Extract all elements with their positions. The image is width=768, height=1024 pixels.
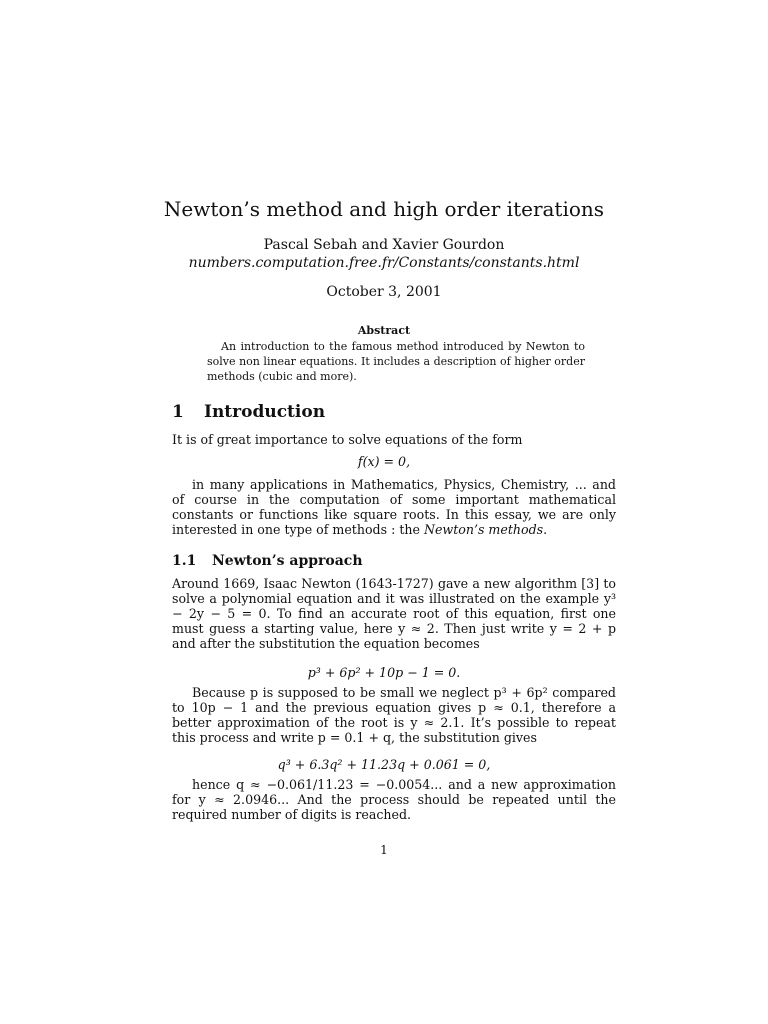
newton-paragraph-2: Because p is supposed to be small we neglect p³ + 6p² compared to 10p − 1 and the previous equation gives p ≈ 0.1, therefore a better approximation of the root is y ≈ 2.1. It’s possible to repeat this process and write p = 0.1 + q, the substitution gives: [172, 685, 616, 745]
paper-date: October 3, 2001: [326, 284, 442, 300]
subsection-heading-newtons-approach: [172, 552, 616, 570]
intro-paragraph-2-emphasis: Newton’s methods: [423, 522, 544, 537]
page-number: 1: [380, 843, 388, 857]
newton-paragraph-1: Around 1669, Isaac Newton (1643-1727) gave a new algorithm [3] to solve a polynomial equation and it was illustrated on the example y³ − 2y − 5 = 0. To find an accurate root of this equation, first one must guess a starting value, here y ≈ 2. Then just write y = 2 + p and after the substitution the equation becomes: [172, 576, 616, 651]
section-heading-introduction: [172, 401, 616, 423]
paper-title: Newton’s method and high order iterations: [163, 197, 605, 221]
subsection-number: 1.1: [172, 553, 197, 569]
section-number: 1: [172, 402, 184, 422]
equation-f-of-x: f(x) = 0,: [357, 454, 411, 469]
intro-paragraph-1: It is of great importance to solve equations of the form: [172, 432, 523, 447]
equation-p-polynomial: p³ + 6p² + 10p − 1 = 0.: [307, 665, 461, 680]
section-title: Introduction: [204, 402, 326, 422]
equation-q-polynomial: q³ + 6.3q² + 11.23q + 0.061 = 0,: [277, 757, 491, 772]
abstract-heading: Abstract: [357, 324, 411, 337]
paper-authors: Pascal Sebah and Xavier Gourdon: [263, 237, 505, 253]
intro-paragraph-2: [172, 477, 616, 537]
subsection-title: Newton’s approach: [212, 553, 363, 569]
intro-paragraph-2-end: .: [543, 522, 548, 537]
paper-url: numbers.computation.free.fr/Constants/constants.html: [188, 255, 580, 271]
newton-paragraph-3: hence q ≈ −0.061/11.23 = −0.0054... and a new approximation for y ≈ 2.0946... And the process should be repeated until the required number of digits is reached.: [172, 777, 616, 822]
intro-paragraph-2-text: in many applications in Mathematics, Physics, Chemistry, ... and of course in the computation of some important mathematical constants or functions like square roots. In this essay, we are only interested in one type of methods : the: [172, 477, 616, 537]
abstract-text: An introduction to the famous method introduced by Newton to solve non linear equations. It includes a description of higher order methods (cubic and more).: [207, 340, 585, 383]
